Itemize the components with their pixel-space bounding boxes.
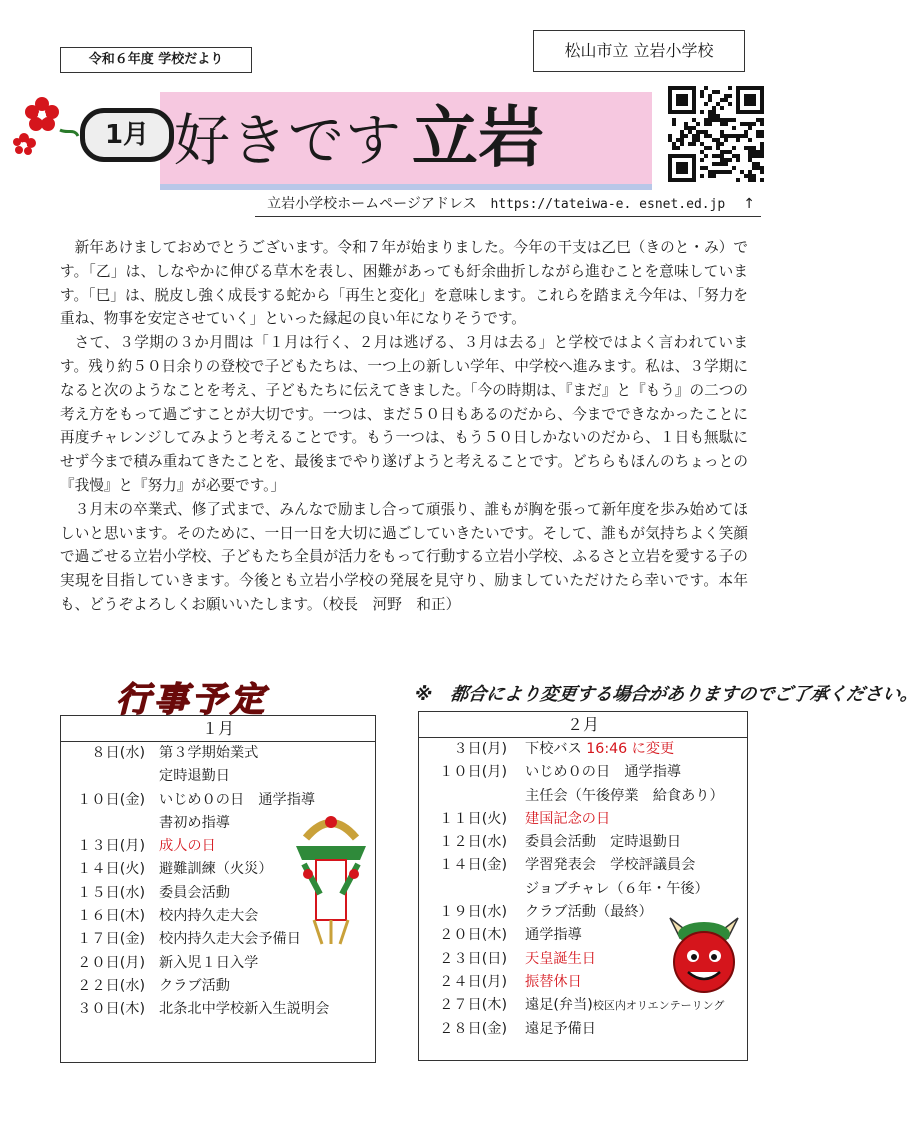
- event-text: いじめ０の日 通学指導: [159, 791, 316, 808]
- homepage-address: [255, 194, 761, 217]
- schedule-row: [61, 975, 375, 998]
- schedule-row: [419, 761, 747, 784]
- event-name: [159, 882, 230, 905]
- plum-blossom-icon: [12, 90, 84, 154]
- event-text: ジョブチャレ（６年・午後）: [525, 880, 709, 897]
- event-text: 遠足予備日: [525, 1020, 596, 1037]
- february-heading: ２月: [419, 712, 747, 738]
- event-date: １１日(火): [439, 810, 507, 827]
- event-name: [159, 998, 329, 1021]
- event-name: [159, 975, 230, 998]
- event-text: 北条北中学校新入生説明会: [159, 1001, 330, 1018]
- event-text: 通学指導: [525, 927, 582, 944]
- event-date: １０日(月): [439, 764, 507, 781]
- event-date: １９日(水): [439, 904, 507, 921]
- event-date: １４日(火): [77, 861, 145, 878]
- event-text: 校内持久走大会: [159, 908, 259, 925]
- event-date: ２２日(水): [77, 977, 145, 994]
- schedule-row: [419, 808, 747, 831]
- schedule-row: [419, 738, 747, 761]
- event-date: ２７日(木): [439, 997, 507, 1014]
- schedule-row: [61, 952, 375, 975]
- month-badge: 1月: [80, 108, 174, 162]
- event-name: [159, 905, 258, 928]
- event-name: [525, 878, 709, 901]
- event-name: [525, 1018, 596, 1041]
- event-text: クラブ活動（最終）: [525, 904, 653, 921]
- event-date: １４日(金): [439, 857, 507, 874]
- event-name: [525, 785, 724, 808]
- message-paragraph: 新年あけましておめでとうございます。令和７年が始まりました。今年の干支は乙巳（きのと・み）です。「乙」は、しなやかに伸びる草木を表し、困難があっても紆余曲折しながら進むことを意味しています。「巳」は、脱皮し強く成長する蛇から「再生と変化」を意味します。これらを踏まえ今年は、「努力を重ね、物事を安定させていく」といった縁起の良い年になりそうです。: [60, 239, 748, 328]
- schedule-notice: ※ 都合により変更する場合がありますのでご了承ください。: [413, 684, 920, 705]
- event-text: 委員会活動 定時退勤日: [525, 834, 682, 851]
- event-text: クラブ活動: [159, 977, 230, 994]
- event-date: １６日(木): [77, 908, 145, 925]
- event-name: [159, 742, 258, 765]
- homepage-label: 立岩小学校ホームページアドレス: [267, 196, 477, 212]
- event-name: [159, 812, 230, 835]
- event-date: ３日(月): [453, 741, 507, 757]
- qr-code-icon[interactable]: [668, 86, 764, 182]
- event-name: [525, 924, 582, 947]
- schedule-row: [419, 854, 747, 877]
- newsletter-label: 令和６年度 学校だより: [60, 47, 252, 73]
- schedule-row: [61, 742, 375, 765]
- event-text: 成人の日: [159, 838, 216, 855]
- event-name: [525, 761, 681, 784]
- event-text: 天皇誕生日: [525, 950, 596, 967]
- red-oni-icon: [664, 912, 744, 1002]
- schedule-row: [419, 878, 747, 901]
- shimekazari-icon: [286, 808, 376, 944]
- schedule-row: [419, 831, 747, 854]
- event-date: ２０日(月): [77, 954, 145, 971]
- event-text: いじめ０の日 通学指導: [525, 764, 682, 781]
- event-text: 定時退勤日: [159, 768, 230, 785]
- event-name: [525, 831, 681, 854]
- principal-message: [60, 236, 748, 617]
- message-paragraph: さて、３学期の３か月間は「１月は行く、２月は逃げる、３月は去る」と学校ではよく言われています。残り約５０日余りの登校で子どもたちは、一つ上の新しい学年、中学校へ進みます。私は、３学期になると次のようなことを考え、子どもたちに伝えてきました。「今の時期は、『まだ』と『もう』の二つの考え方をもって過ごすことが大切です。一つは、まだ５０日もあるのだから、今までできなかったことに再度チャレンジしてみようと考えることです。もう一つは、もう５０日しかないのだから、１日も無駄にせず今まで積み重ねてきたことを、最後までやり遂げようと考えることです。どちらもほんのちょっとの『我慢』と『努力』が必要です。」: [60, 334, 748, 494]
- event-date: １２日(水): [439, 834, 507, 851]
- event-name: [159, 835, 216, 858]
- events-title: 行事予定: [116, 680, 268, 720]
- schedule-row: [61, 998, 375, 1021]
- event-date: １３日(月): [77, 838, 145, 855]
- newsletter-title: [174, 96, 544, 180]
- schedule-row: [61, 765, 375, 788]
- event-name: [159, 765, 230, 788]
- event-name: [159, 858, 273, 881]
- event-text: 振替休日: [525, 973, 582, 990]
- message-paragraph: ３月末の卒業式、修了式まで、みんなで励まし合って頑張り、誰もが胸を張って新年度を歩み始めてほしいと思います。そのために、一日一日を大切に過ごしていきたいです。そして、誰もが気持ちよく笑顔で過ごせる立岩小学校、子どもたち全員が活力をもって行動する立岩小学校、ふるさと立岩を愛する子の実現を目指していきます。今後とも立岩小学校の発展を見守り、励ましていただけたら幸いです。本年も、どうぞよろしくお願いいたします。（校長 河野 和正）: [60, 500, 748, 613]
- event-name: [159, 952, 258, 975]
- schedule-row: [419, 1018, 747, 1041]
- event-text: 校内持久走大会予備日: [159, 931, 301, 948]
- event-text: 書初め指導: [159, 814, 230, 831]
- event-name: [525, 808, 610, 831]
- january-heading: １月: [61, 716, 375, 742]
- event-date: ２８日(金): [439, 1020, 507, 1037]
- arrow-up-icon: ↑: [743, 196, 755, 212]
- school-name: 松山市立 立岩小学校: [533, 30, 745, 72]
- event-date: ２０日(木): [439, 927, 507, 944]
- event-detail: 校区内オリエンテーリング: [592, 999, 725, 1013]
- event-text: 遠足(弁当): [525, 997, 593, 1014]
- event-text: 主任会（午後停業 給食あり）: [525, 787, 724, 804]
- event-text: 避難訓練（火災）: [159, 861, 273, 878]
- event-date: １７日(金): [77, 931, 145, 948]
- event-date: １５日(水): [77, 884, 145, 901]
- event-text: 第３学期始業式: [159, 745, 259, 761]
- event-date: ８日(水): [91, 745, 145, 761]
- title-part-1: 好きです: [174, 109, 402, 174]
- event-text: 学習発表会 学校評議員会: [525, 857, 696, 874]
- event-name: [525, 948, 596, 971]
- event-name: [525, 738, 674, 761]
- event-date: ２３日(日): [439, 950, 507, 967]
- february-schedule: [418, 711, 748, 1061]
- event-date: １０日(金): [77, 791, 145, 808]
- event-name: [525, 901, 653, 924]
- event-text: 新入児１日入学: [159, 954, 259, 971]
- event-name: [525, 854, 695, 877]
- event-change-note: 16:46 に変更: [586, 741, 675, 757]
- event-text: 建国記念の日: [525, 810, 611, 827]
- event-name: [159, 928, 301, 951]
- homepage-url-link[interactable]: https://tateiwa-e. esnet.ed.jp: [490, 197, 726, 212]
- event-date: ３０日(木): [77, 1001, 145, 1018]
- event-name: [525, 971, 582, 994]
- title-part-2: 立岩: [412, 99, 544, 176]
- schedule-row: [419, 785, 747, 808]
- event-text: 下校バス: [525, 741, 587, 757]
- event-date: ２４日(月): [439, 973, 507, 990]
- event-text: 委員会活動: [159, 884, 230, 901]
